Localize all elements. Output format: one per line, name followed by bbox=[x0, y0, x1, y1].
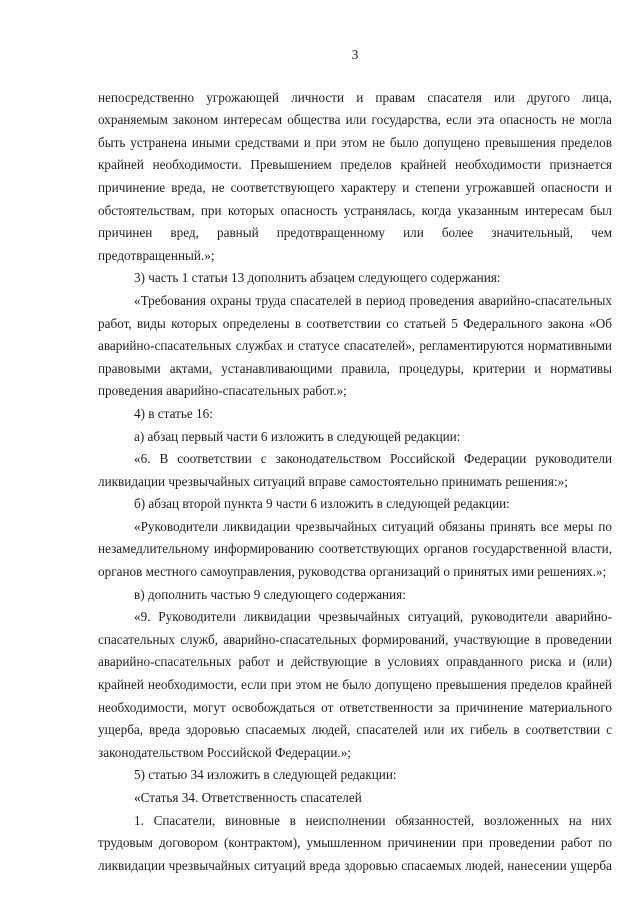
article-heading: «Статья 34. Ответственность спасателей bbox=[134, 790, 362, 805]
paragraph: 4) в статье 16: bbox=[134, 405, 213, 421]
paragraph: непосредственно угрожающей личности и правам спасателя или другого лица, охраняемым законом интересам общества или государства, если эта опасность не могла быть устранена иными средствами и при этом не было допущено превышения пределов крайней необходимости. Превышением пределов крайней необходимости признается причинение вреда, не соответствующего характеру и степени угрожавшей опасности и обстоятельствам, при которых опасность устранялась, когда указанным интересам был причинен вред, равный предотвращенному или более значительный, чем предотвращенный.»; bbox=[98, 89, 612, 263]
page-number: 3 bbox=[351, 47, 359, 62]
paragraph: 5) статью 34 изложить в следующей редакции: bbox=[134, 767, 397, 783]
paragraph: а) абзац первый части 6 изложить в следующей редакции: bbox=[134, 428, 461, 444]
paragraph: в) дополнить частью 9 следующего содержания: bbox=[134, 586, 406, 602]
paragraph: «6. В соответствии с законодательством Российской Федерации руководители ликвидации чрезвычайных ситуаций вправе самостоятельно принимать решения:»; bbox=[98, 451, 612, 489]
paragraph: 1. Спасатели, виновные в неисполнении обязанностей, возложенных на них трудовым договором (контрактом), умышленном причинении при проведении работ по ликвидации чрезвычайных ситуаций вреда здоровью спасаемых людей, нанесении ущерба bbox=[98, 812, 612, 873]
paragraph: «Руководители ликвидации чрезвычайных ситуаций обязаны принять все меры по незамедлительному информированию соответствующих органов государственной власти, органов местного самоуправления, руководства организаций о принятых ими решениях.»; bbox=[98, 518, 612, 580]
paragraph: «9. Руководители ликвидации чрезвычайных ситуаций, руководители аварийно-спасательных служб, аварийно-спасательных формирований, участвующие в проведении аварийно-спасательных работ и действующие в условиях оправданного риска и (или) крайней необходимости, если при этом не было допущено превышения пределов крайней необходимости, могут освобождаться от ответственности за причинение материального ущерба, вреда здоровью спасаемых людей, спасателей или их гибель в соответствии с законодательством Российской Федерации.»; bbox=[98, 609, 612, 760]
paragraph: «Требования охраны труда спасателей в период проведения аварийно-спасательных работ, виды которых определены в соответствии со статьей 5 Федерального закона «Об аварийно-спасательных службах и статусе спасателей», регламентируются нормативными правовыми актами, устанавливающими правила, процедуры, критерии и нормативы проведения аварийно-спасательных работ.»; bbox=[98, 292, 612, 399]
paragraph: б) абзац второй пункта 9 части 6 изложить в следующей редакции: bbox=[134, 496, 510, 512]
paragraph: 3) часть 1 статьи 13 дополнить абзацем следующего содержания: bbox=[134, 270, 501, 286]
